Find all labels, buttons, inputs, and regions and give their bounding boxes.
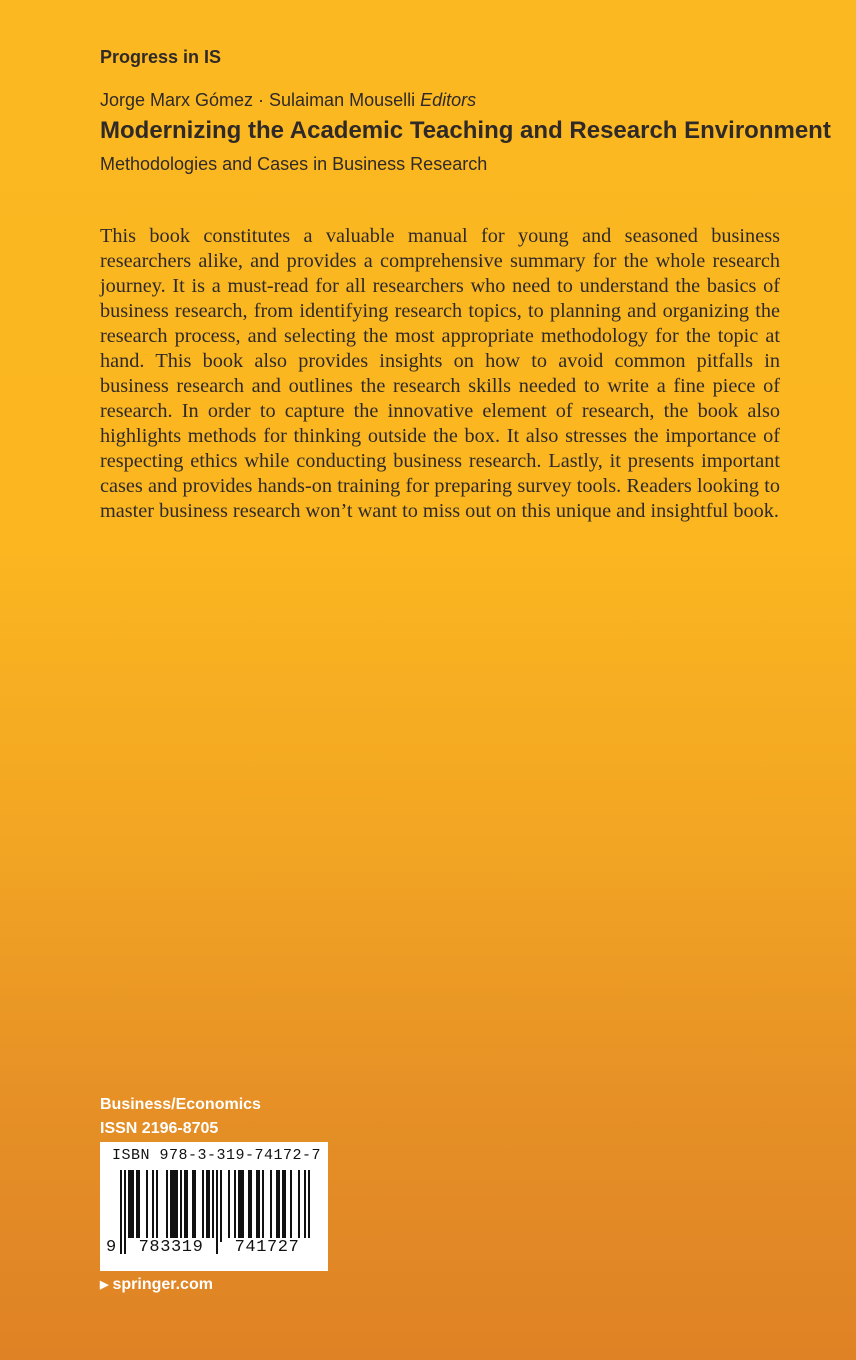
barcode-bar: [282, 1170, 284, 1242]
barcode-bar: [276, 1170, 278, 1242]
barcode-bar: [132, 1170, 134, 1242]
barcode-bar: [174, 1170, 176, 1242]
barcode-bar: [170, 1170, 172, 1242]
barcode-bar: [152, 1170, 154, 1242]
barcode-bar: [250, 1170, 252, 1242]
issn-number: ISSN 2196-8705: [100, 1120, 219, 1137]
isbn-barcode-box: [100, 1142, 328, 1271]
isbn-label: ISBN 978-3-319-74172-7: [112, 1147, 322, 1164]
barcode-bar: [172, 1170, 174, 1242]
series-name: Progress in IS: [100, 47, 222, 67]
barcode-bar: [166, 1170, 168, 1242]
book-description: This book constitutes a valuable manual for young and seasoned business researchers alike, and provides a comprehensive summary for the whole research journey. It is a must-read for all researchers who need to understand the basics of business research, from identifying research topics, to planning and organizing the research process, and selecting the most appropriate methodology for the topic at hand. This book also provides insights on how to avoid common pitfalls in business research and outlines the research skills needed to write a fine piece of research. In order to capture the innovative element of research, the book also highlights methods for thinking outside the box. It also stresses the importance of respecting ethics while conducting business research. Lastly, it presents important cases and provides hands-on training for preparing survey tools. Readers looking to master business research won’t want to miss out on this unique and insightful book.: [100, 225, 780, 522]
barcode-bar: [262, 1170, 264, 1242]
barcode-bar: [278, 1170, 280, 1242]
editors-line: [100, 90, 476, 111]
triangle-right-icon: ▶: [100, 1279, 109, 1291]
barcode-bar: [284, 1170, 286, 1242]
barcode-bar: [228, 1170, 230, 1242]
barcode-digits-left: 783319: [126, 1238, 216, 1257]
barcode-bar: [130, 1170, 132, 1242]
barcode-digits-right: 741727: [222, 1238, 312, 1257]
barcode-bar: [234, 1170, 236, 1242]
barcode-bar: [298, 1170, 300, 1242]
barcode-bar: [242, 1170, 244, 1242]
barcode-digits: [100, 1238, 328, 1260]
editor-names: Jorge Marx Gómez · Sulaiman Mouselli: [100, 90, 416, 110]
barcode-bar: [270, 1170, 272, 1242]
barcode-bar: [136, 1170, 138, 1242]
barcode-bar: [248, 1170, 250, 1242]
barcode-bar: [208, 1170, 210, 1242]
barcode-bar: [240, 1170, 242, 1242]
editors-role: Editors: [420, 90, 477, 110]
barcode-bar: [128, 1170, 130, 1242]
subject-category: Business/Economics: [100, 1096, 261, 1113]
barcode-bar: [202, 1170, 204, 1242]
barcode-bar: [206, 1170, 208, 1242]
barcode-bar: [146, 1170, 148, 1242]
barcode-bar: [256, 1170, 258, 1242]
barcode-bar: [184, 1170, 186, 1242]
barcode-bar: [192, 1170, 194, 1242]
barcode-bar: [138, 1170, 140, 1242]
book-subtitle: Methodologies and Cases in Business Research: [100, 154, 488, 174]
barcode-bar: [220, 1170, 222, 1242]
website-link[interactable]: [100, 1276, 213, 1294]
book-title: Modernizing the Academic Teaching and Research Environment: [100, 117, 831, 144]
barcode-bar: [180, 1170, 182, 1242]
barcode-bar: [194, 1170, 196, 1242]
barcode-bar: [156, 1170, 158, 1242]
website-label: springer.com: [112, 1276, 213, 1293]
barcode-digit-first: 9: [106, 1238, 117, 1257]
barcode-bar: [258, 1170, 260, 1242]
barcode-bar: [186, 1170, 188, 1242]
barcode-bar: [176, 1170, 178, 1242]
barcode-bar: [238, 1170, 240, 1242]
barcode-bar: [290, 1170, 292, 1242]
